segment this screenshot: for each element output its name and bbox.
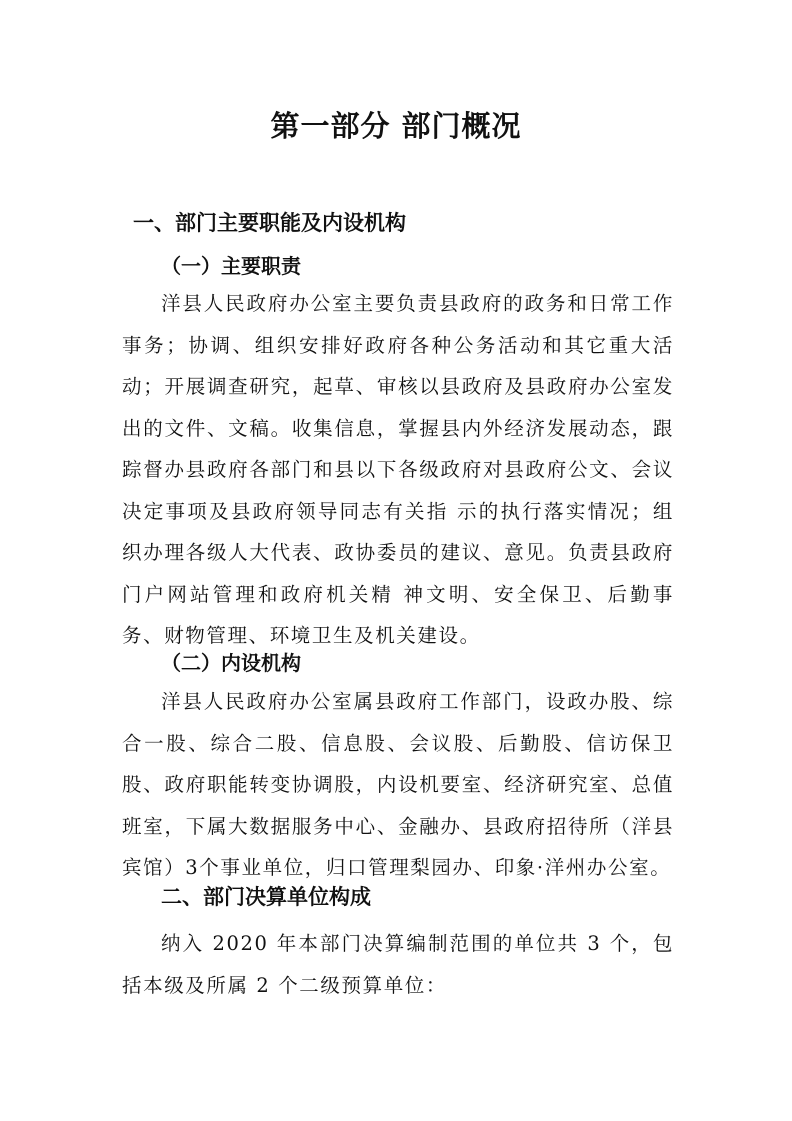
paragraph-duties: 洋县人民政府办公室主要负责县政府的政务和日常工作事务；协调、组织安排好政府各种公务活动和其它重大活动；开展调查研究，起草、审核以县政府及县政府办公室发出的文件、文稿。收集信息，掌握县内外经济发展动态，跟踪督办县政府各部门和县以下各级政府对县政府公文、会议决定事项及县政府领导同志有关指 示的执行落实情况；组织办理各级人大代表、政协委员的建议、意见。负责县政府门户网站管理和政府机关精 神文明、安全保卫、后勤事务、财物管理、环境卫生及机关建设。 [122,292,674,647]
paragraph-units: 纳入 2020 年本部门决算编制范围的单位共 3 个，包括本级及所属 2 个二级预算单位： [122,932,674,997]
page-title: 第一部分 部门概况 [270,109,522,143]
section-heading-units: 二、部门决算单位构成 [161,885,371,909]
subsection-heading-duties: （一）主要职责 [161,254,301,278]
subsection-heading-internal-structure: （二）内设机构 [161,651,301,675]
section-heading-functions: 一、部门主要职能及内设机构 [133,211,406,235]
paragraph-internal-structure: 洋县人民政府办公室属县政府工作部门，设政办股、综合一股、综合二股、信息股、会议股、后勤股、信访保卫股、政府职能转变协调股，内设机要室、经济研究室、总值班室，下属大数据服务中心、金融办、县政府招待所（洋县宾馆）3个事业单位，归口管理梨园办、印象·洋州办公室。 [122,690,674,879]
